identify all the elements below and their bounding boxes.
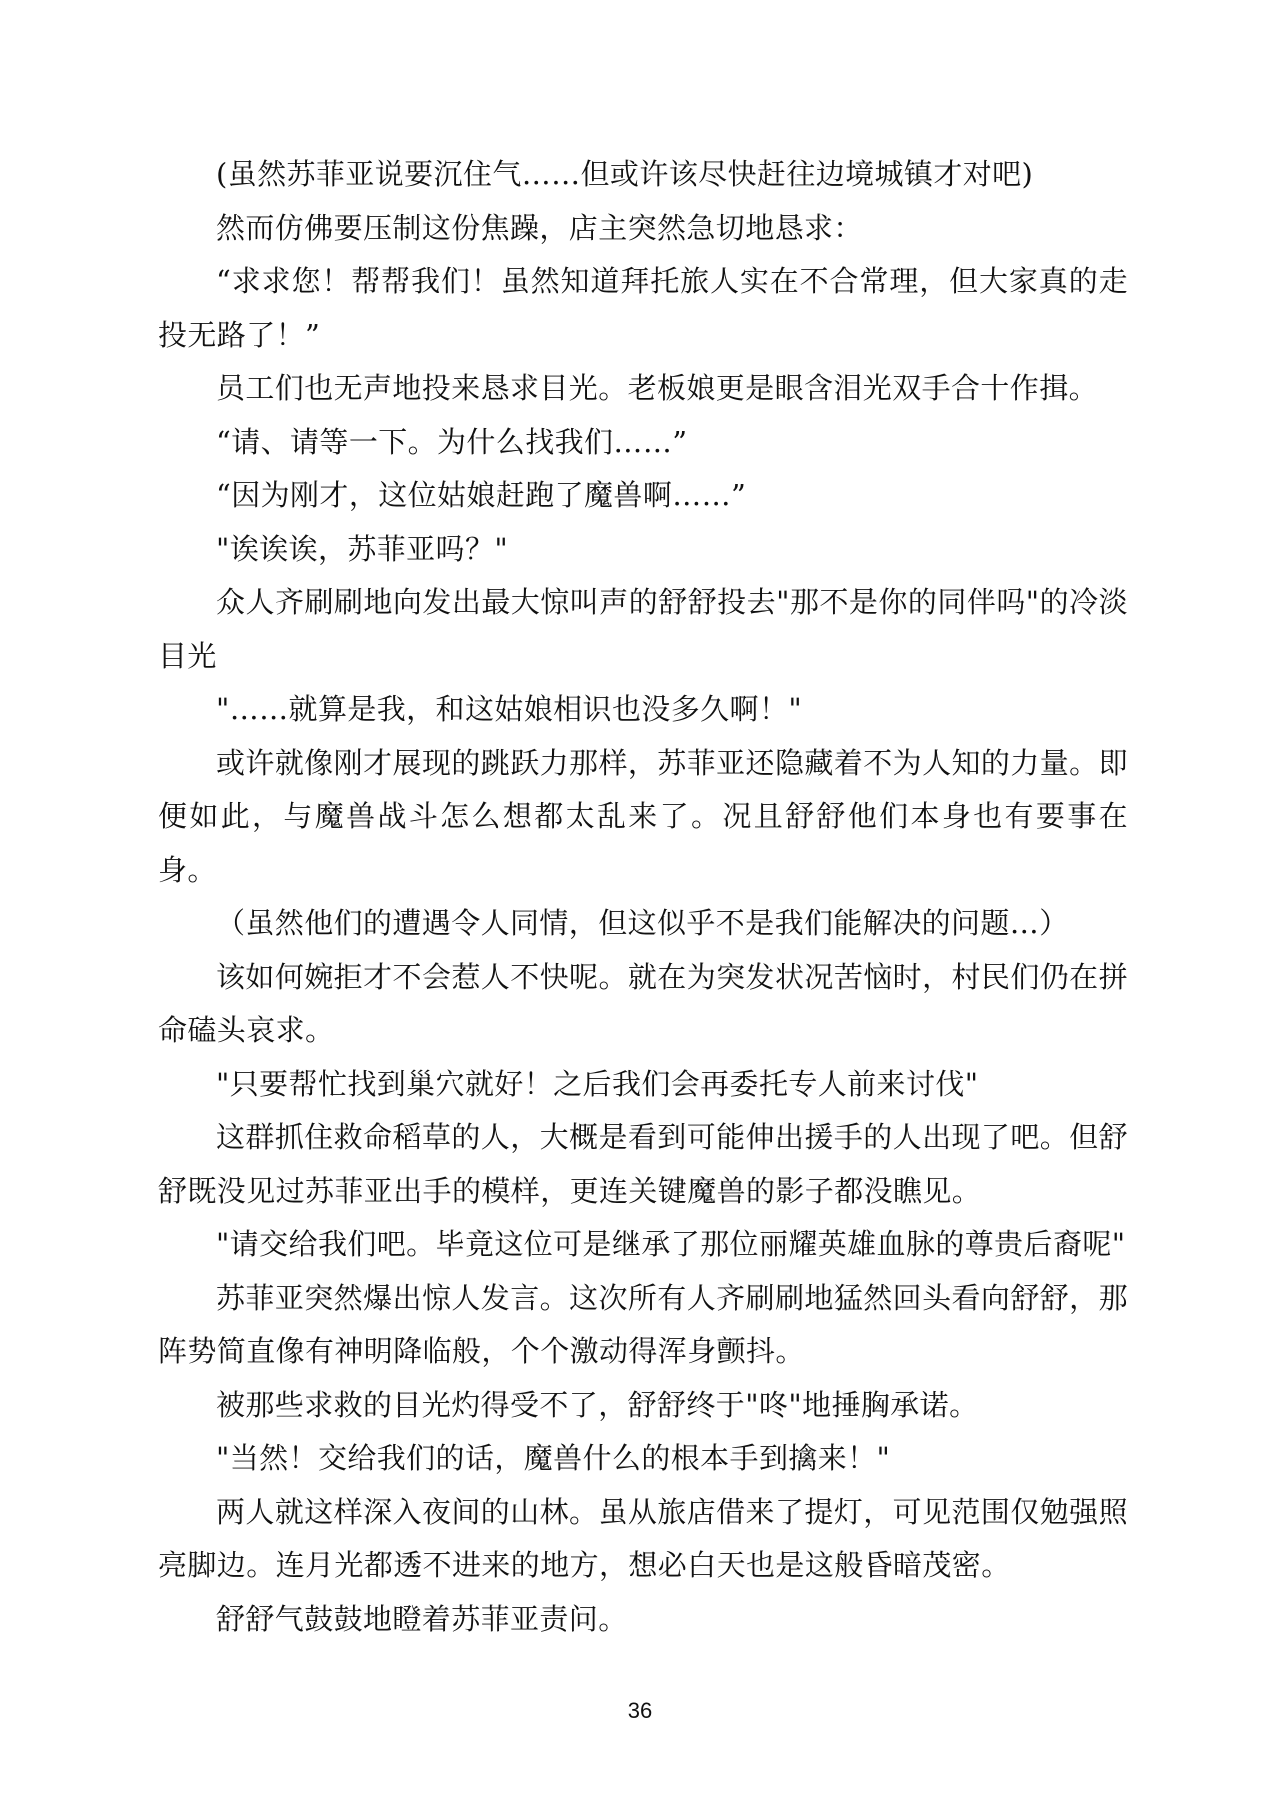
paragraph: 苏菲亚突然爆出惊人发言。这次所有人齐刷刷地猛然回头看向舒舒，那阵势简直像有神明降临般，个个激动得浑身颤抖。 — [158, 1280, 1128, 1368]
paragraph: "诶诶诶，苏菲亚吗？" — [216, 531, 509, 566]
body-text — [158, 148, 1128, 1646]
paragraph: 或许就像刚才展现的跳跃力那样，苏菲亚还隐藏着不为人知的力量。即便如此，与魔兽战斗怎么想都太乱来了。况且舒舒他们本身也有要事在身。 — [158, 745, 1128, 887]
paragraph: 这群抓住救命稻草的人，大概是看到可能伸出援手的人出现了吧。但舒舒既没见过苏菲亚出手的模样，更连关键魔兽的影子都没瞧见。 — [158, 1120, 1128, 1208]
paragraph: 两人就这样深入夜间的山林。虽从旅店借来了提灯，可见范围仅勉强照亮脚边。连月光都透不进来的地方，想必白天也是这般昏暗茂密。 — [158, 1494, 1128, 1582]
paragraph: (虽然苏菲亚说要沉住气……但或许该尽快赶往边境城镇才对吧) — [216, 157, 1034, 191]
paragraph: "请交给我们吧。毕竟这位可是继承了那位丽耀英雄血脉的尊贵后裔呢" — [216, 1227, 1126, 1261]
paragraph: 被那些求救的目光灼得受不了，舒舒终于"咚"地捶胸承诺。 — [216, 1387, 979, 1422]
paragraph: "……就算是我，和这姑娘相识也没多久啊！" — [216, 692, 803, 726]
paragraph: “求求您！帮帮我们！虽然知道拜托旅人实在不合常理，但大家真的走投无路了！” — [158, 264, 1128, 352]
paragraph: 众人齐刷刷地向发出最大惊叫声的舒舒投去"那不是你的同伴吗"的冷淡目光 — [158, 585, 1128, 673]
paragraph: 员工们也无声地投来恳求目光。老板娘更是眼含泪光双手合十作揖。 — [216, 371, 1099, 405]
page-number: 36 — [627, 1698, 653, 1723]
paragraph: 该如何婉拒才不会惹人不快呢。就在为突发状况苦恼时，村民们仍在拼命磕头哀求。 — [158, 959, 1128, 1047]
paragraph: “因为刚才，这位姑娘赶跑了魔兽啊……” — [216, 478, 747, 512]
paragraph: "只要帮忙找到巢穴就好！之后我们会再委托专人前来讨伐" — [216, 1066, 979, 1101]
paragraph: “请、请等一下。为什么找我们……” — [216, 424, 688, 459]
paragraph: 然而仿佛要压制这份焦躁，店主突然急切地恳求： — [216, 210, 863, 245]
paragraph: （虽然他们的遭遇令人同情，但这似乎不是我们能解决的问题…） — [216, 906, 1069, 940]
paragraph: 舒舒气鼓鼓地瞪着苏菲亚责问。 — [216, 1601, 628, 1636]
paragraph: "当然！交给我们的话，魔兽什么的根本手到擒来！" — [216, 1441, 891, 1475]
